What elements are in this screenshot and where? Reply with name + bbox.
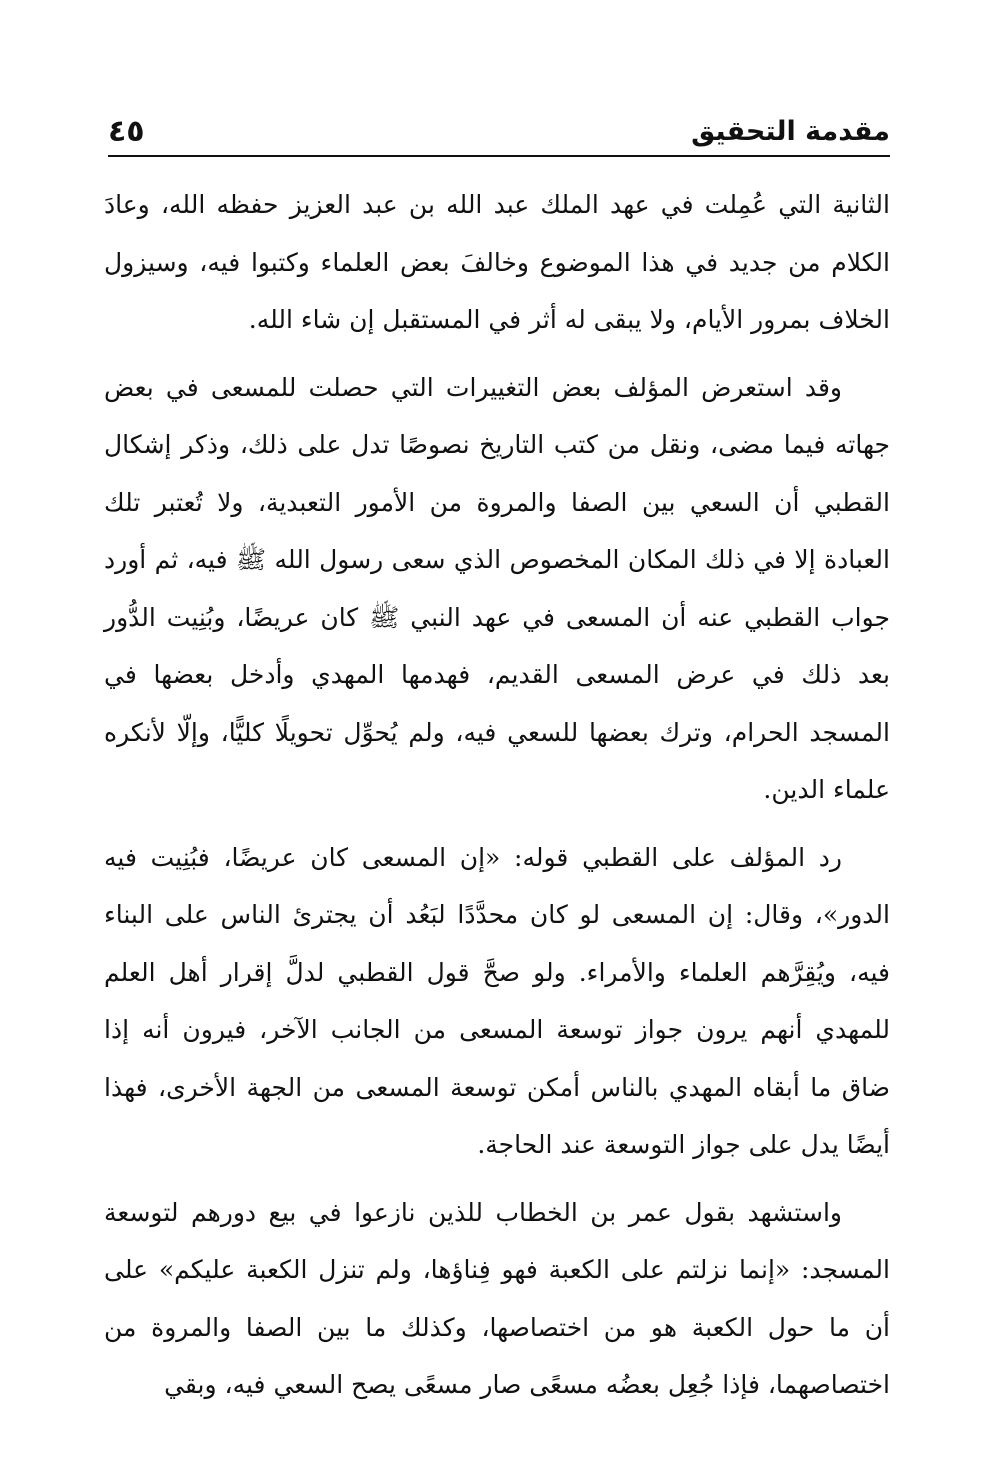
paragraph-author-review: وقد استعرض المؤلف بعض التغييرات التي حصلت للمسعى في بعض جهاته فيما مضى، ونقل من كتب التاريخ نصوصًا تدل على ذلك، وذكر إشكال القطبي أن السعي بين الصفا والمروة من الأمور التعبدية، ولا تُعتبر تلك العبادة إلا في ذلك المكان المخصوص الذي سعى رسول الله ﷺ فيه، ثم أورد جواب القطبي عنه أن المسعى في عهد النبي ﷺ كان عريضًا، وبُنِيت الدُّور بعد ذلك في عرض المسعى القديم، فهدمها المهدي وأدخل بعضها في المسجد الحرام، وترك بعضها للسعي فيه، ولم يُحوِّل تحويلًا كليًّا، وإلّا لأنكره علماء الدين. (104, 372, 890, 804)
paragraph-author-response: رد المؤلف على القطبي قوله: «إن المسعى كان عريضًا، فبُنِيت فيه الدور»، وقال: إن المسعى لو كان محدَّدًا لبَعُد أن يجترئ الناس على البناء فيه، ويُقِرَّهم العلماء والأمراء. ولو صحَّ قول القطبي لدلَّ إقرار أهل العلم للمهدي أنهم يرون جواز توسعة المسعى من الجانب الآخر، فيرون أنه إذا ضاق ما أبقاه المهدي بالناس أمكن توسعة المسعى من الجهة الأخرى، فهذا أيضًا يدل على جواز التوسعة عند الحاجة. (104, 842, 890, 1159)
paragraph-umar-citation: واستشهد بقول عمر بن الخطاب للذين نازعوا في بيع دورهم لتوسعة المسجد: «إنما نزلتم على الكعبة فهو فِناؤها، ولم تنزل الكعبة عليكم» على أن ما حول الكعبة هو من اختصاصها، وكذلك ما بين الصفا والمروة من اختصاصهما، فإذا جُعِل بعضُه مسعًى صار مسعًى يصح السعي فيه، وبقي (104, 1197, 890, 1399)
paragraph-continuation: الثانية التي عُمِلت في عهد الملك عبد الله بن عبد العزيز حفظه الله، وعادَ الكلام من جديد في هذا الموضوع وخالفَ بعض العلماء وكتبوا فيه، وسيزول الخلاف بمرور الأيام، ولا يبقى له أثر في المستقبل إن شاء الله. (104, 190, 890, 334)
page-number: ٤٥ (108, 114, 145, 149)
section-title: مقدمة التحقيق (691, 116, 890, 147)
body-text (104, 176, 890, 1424)
header-divider (108, 155, 890, 157)
running-header (108, 112, 890, 160)
